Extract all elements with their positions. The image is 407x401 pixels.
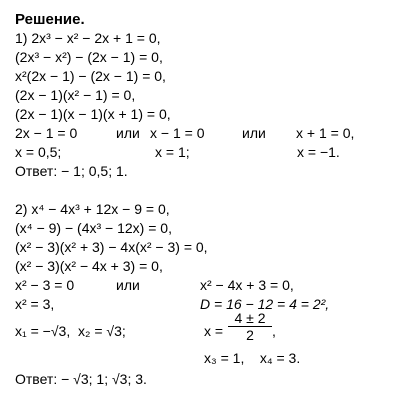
p1-case-1: 2x − 1 = 0 [15, 125, 78, 141]
p2-answer: Ответ: − √3; 1; √3; 3. [15, 371, 147, 387]
p2-roots-1-2: x₁ = −√3, x₂ = √3; [15, 323, 126, 339]
p1-root-1: x = 0,5; [15, 144, 62, 160]
p1-line-3: x²(2x − 1) − (2x − 1) = 0, [15, 68, 166, 84]
p2-x-equals: x = [204, 323, 224, 339]
p1-root-3: x = −1. [297, 144, 340, 160]
p2-case-2: x² − 4x + 3 = 0, [200, 277, 294, 293]
p1-line-2: (2x³ − x²) − (2x − 1) = 0, [15, 49, 163, 65]
p1-or-1: или [116, 125, 140, 141]
p2-discriminant: D = 16 − 12 = 4 = 2², [200, 296, 330, 312]
p1-line-1: 1) 2x³ − x² − 2x + 1 = 0, [15, 30, 161, 46]
p1-answer: Ответ: − 1; 0,5; 1. [15, 163, 128, 179]
heading: Решение. [15, 11, 85, 28]
p1-or-2: или [242, 125, 266, 141]
p2-line-4: (x² − 3)(x² − 4x + 3) = 0, [15, 258, 163, 274]
p2-line-2: (x⁴ − 9) − (4x³ − 12x) = 0, [15, 220, 172, 236]
p2-root-fraction [228, 310, 272, 343]
p1-line-4: (2x − 1)(x² − 1) = 0, [15, 87, 136, 103]
p2-fraction-comma: , [272, 323, 276, 339]
fraction-denominator: 2 [246, 327, 254, 343]
p2-roots-3-4: x₃ = 1, x₄ = 3. [204, 350, 301, 366]
p2-case-1: x² − 3 = 0 [15, 277, 75, 293]
p1-line-5: (2x − 1)(x − 1)(x + 1) = 0, [15, 106, 171, 122]
p2-line-3: (x² − 3)(x² + 3) − 4x(x² − 3) = 0, [15, 239, 208, 255]
p1-case-3: x + 1 = 0, [296, 125, 355, 141]
p2-line-1: 2) x⁴ − 4x³ + 12x − 9 = 0, [15, 201, 170, 217]
p2-square-eq: x² = 3, [15, 296, 55, 312]
p1-root-2: x = 1; [155, 144, 190, 160]
p1-case-2: x − 1 = 0 [150, 125, 205, 141]
fraction-numerator: 4 ± 2 [228, 310, 272, 327]
p2-or: или [116, 277, 140, 293]
